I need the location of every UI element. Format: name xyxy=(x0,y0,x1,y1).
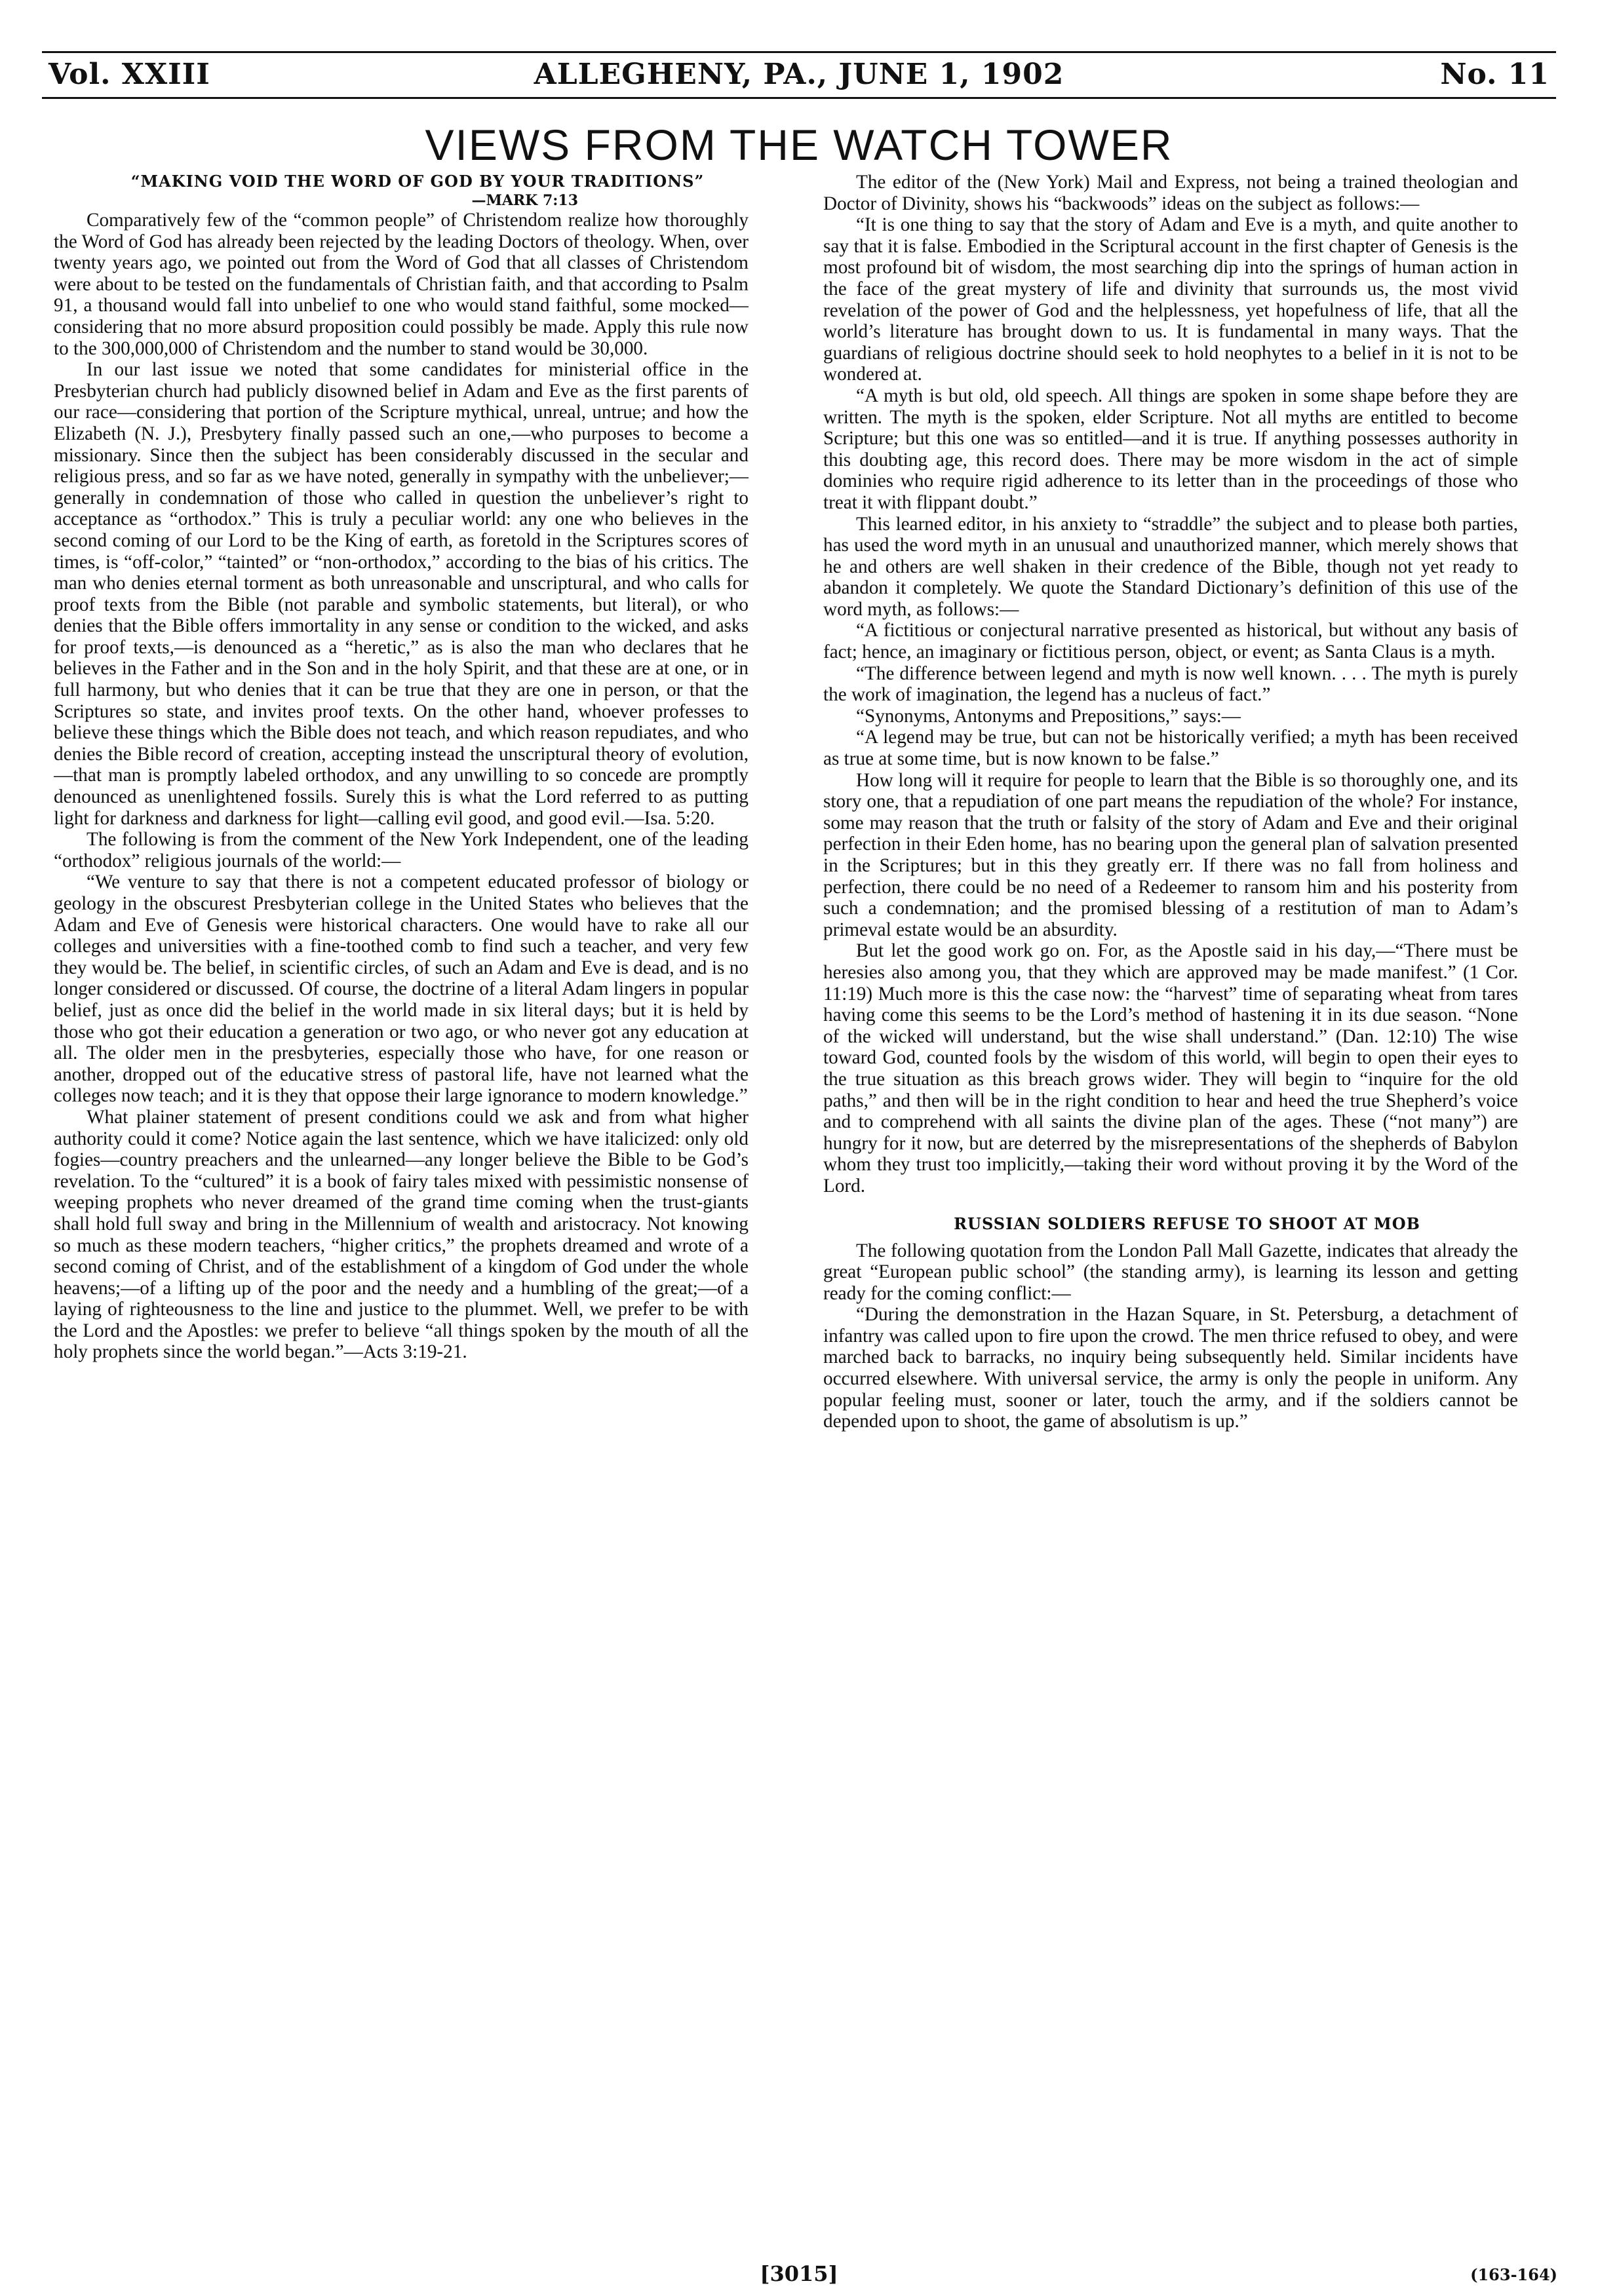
place-date: ALLEGHENY, PA., JUNE 1, 1902 xyxy=(534,58,1064,91)
page-title: VIEWS FROM THE WATCH TOWER xyxy=(425,121,1173,169)
article-heading: “MAKING VOID THE WORD OF GOD BY YOUR TRADITIONS” xyxy=(130,172,705,191)
article-paragraph: The editor of the (New York) Mail and Express, not being a trained theologian and Doctor of Divinity, shows his “backwoods” ideas on the subject as follows:— xyxy=(823,172,1518,214)
article-quote: “We venture to say that there is not a competent educated professor of biology or geology in the obscurest Presbyterian college in the United States who believes that the Adam and Eve of Genesis were historical characters. One would have to rake all our colleges and universities with a fine-toothed comb to find such a teacher, and very few they would be. The belief, in scientific circles, of such an Adam and Eve is dead, and is no longer considered or discussed. Of course, the doctrine of a literal Adam lingers in popular belief, just as once did the belief in the world made in six literal days; but it is held by those who got their education a generation or two ago, or who never got any education at all. The older men in the presbyteries, especially those who have, for one reason or another, dropped out of the educative stress of pastoral life, have not learned what the colleges now teach; and it is they that oppose their large ignorance to modern knowledge.” xyxy=(54,871,749,1107)
left-column xyxy=(54,172,749,2177)
article-paragraph: This learned editor, in his anxiety to “straddle” the subject and to please both parties, has used the word myth in an unusual and unauthorized manner, which merely shows that he and others are well shaken in their credence of the Bible, though not yet ready to abandon it completely. We quote the Standard Dictionary’s definition of this use of the word myth, as follows:— xyxy=(823,513,1518,620)
article-quote: “The difference between legend and myth is now well known. . . . The myth is purely the work of imagination, the legend has a nucleus of fact.” xyxy=(823,662,1518,706)
article-paragraph: Comparatively few of the “common people” of Christendom realize how thoroughly the Word of God has already been rejected by the leading Doctors of theology. When, over twenty years ago, we pointed out from the Word of God that all classes of Christendom were about to be tested on the fundamentals of Christian faith, and that according to Psalm 91, a thousand would fall into unbelief to one who would stand faithful, some mocked—considering that no more absurd proposition could possibly be made. Apply this rule now to the 300,000,000 of Christendom and the number to stand would be 30,000. xyxy=(54,210,749,359)
article-quote: “A fictitious or conjectural narrative presented as historical, but without any basis of fact; hence, an imaginary or fictitious person, object, or event; as Santa Claus is a myth. xyxy=(823,620,1518,663)
article-paragraph: In our last issue we noted that some candidates for ministerial office in the Presbyterian church had publicly disowned belief in Adam and Eve as the first parents of our race—considering that portion of the Scripture mythical, unreal, untrue; and how the Elizabeth (N. J.), Presbytery finally passed such an one,—who purposes to become a missionary. Since then the subject has been considerably discussed in the secular and religious press, and so far as we have noted, generally in sympathy with the unbeliever;—generally in condemnation of those who called in question the unbeliever’s right to acceptance as “orthodox.” This is truly a peculiar world: any one who believes in the second coming of our Lord to be the King of earth, as foretold in the Scriptures scores of times, is “off-color,” “tainted” or “non-orthodox,” according to the bias of his critics. The man who denies eternal torment as both unreasonable and unscriptural, and who calls for proof texts from the Bible (not parable and symbolic statements, but literal), or who denies that the Bible offers immortality in any sense or condition to the wicked, and asks for proof texts,—is denounced as a “heretic,” as is also the man who declares that he believes in the Father and in the Son and in the holy Spirit, and that these are at one, or in full harmony, but who denies that it can be true that they are one in person, or that the Scriptures so state, and invites proof texts. On the other hand, whoever professes to believe these things which the Bible does not teach, and which reason repudiates, and who denies the Bible record of creation, accepting instead the unscriptural theory of evolution,—that man is promptly labeled orthodox, and any unwilling to so concede are promptly denounced as unenlightened fossils. Surely this is what the Lord referred to as putting light for darkness and darkness for light—calling evil good, and good evil.—Isa. 5:20. xyxy=(54,359,749,829)
masthead-top-rule xyxy=(42,51,1556,53)
page-code: (163-164) xyxy=(1470,2265,1557,2284)
volume-label: Vol. XXIII xyxy=(49,58,210,91)
article-paragraph: The following is from the comment of the New York Independent, one of the leading “orthodox” religious journals of the world:— xyxy=(54,829,749,871)
article-reference: —MARK 7:13 xyxy=(471,192,578,209)
page-number: [3015] xyxy=(760,2261,838,2286)
article-quote: “During the demonstration in the Hazan Square, in St. Petersburg, a detachment of infantry was called upon to fire upon the crowd. The men thrice refused to obey, and were marched back to barracks, no inquiry being subsequently held. Similar incidents have occurred elsewhere. With universal service, the army is only the people in uniform. Any popular feeling must, sooner or later, touch the army, and if the soldiers cannot be depended upon to shoot, the game of absolutism is up.” xyxy=(823,1304,1518,1432)
article-quote: “A legend may be true, but can not be historically verified; a myth has been received as true at some time, but is now known to be false.” xyxy=(823,727,1518,770)
article-paragraph: What plainer statement of present conditions could we ask and from what higher authority could it come? Notice again the last sentence, which we have italicized: only old fogies—country preachers and the unlearned—any longer believe the Bible to be God’s revelation. To the “cultured” it is a book of fairy tales mixed with pessimistic nonsense of weeping prophets who never dreamed of the grand time coming when the trust-giants shall hold full sway and bring in the Millennium of wealth and aristocracy. Not knowing so much as these modern teachers, “higher critics,” the prophets dreamed and wrote of a second coming of Christ, and of the establishment of a kingdom of God under the whole heavens;—of a lifting up of the poor and the needy and a humbling of the great;—of a laying of righteousness to the line and justice to the plummet. Well, we prefer to be with the Lord and the Apostles: we prefer to believe “all things spoken by the mouth of all the holy prophets since the world began.”—Acts 3:19-21. xyxy=(54,1106,749,1363)
article-paragraph: But let the good work go on. For, as the Apostle said in his day,—“There must be heresies also among you, that they which are approved may be made manifest.” (1 Cor. 11:19) Much more is this the case now: the “harvest” time of separating wheat from tares having come this seems to be the Lord’s method of hastening it in its due season. “None of the wicked will understand, but the wise shall understand.” (Dan. 12:10) The wise toward God, counted fools by the wisdom of this world, will begin to open their eyes to the true situation as this breach grows wider. They will begin to “inquire for the old paths,” and then will be in the right condition to hear and heed the true Shepherd’s voice and to comprehend with all saints the divine plan of the ages. These (“not many”) are hungry for it now, but are deterred by the misrepresentations of the shepherds of Babylon whom they trust too implicitly,—taking their word without proving it by the Word of the Lord. xyxy=(823,940,1518,1196)
issue-number: No. 11 xyxy=(1440,58,1549,91)
right-column xyxy=(823,172,1518,2177)
article-paragraph: How long will it require for people to learn that the Bible is so thoroughly one, and its story one, that a repudiation of one part means the repudiation of the whole? For instance, some may reason that the truth or falsity of the story of Adam and Eve and their original perfection in their Eden home, has no bearing upon the general plan of salvation presented in the Scriptures; but in this they greatly err. If there was no fall from holiness and perfection, there could be no need of a Redeemer to ransom him and his posterity from such a condemnation; and the promised blessing of a restitution of man to Adam’s primeval estate would be an absurdity. xyxy=(823,769,1518,940)
masthead xyxy=(42,46,1556,100)
article-heading: RUSSIAN SOLDIERS REFUSE TO SHOOT AT MOB xyxy=(954,1214,1420,1233)
masthead-bottom-rule xyxy=(42,97,1556,99)
article-quote: “A myth is but old, old speech. All things are spoken in some shape before they are written. The myth is the spoken, elder Scripture. Not all myths are entitled to become Scripture; but this one was so entitled—and it is true. If anything possesses authority in this doubting age, this record does. There may be more wisdom in the act of simple dominies who require rigid adherence to its letter than in the proceedings of those who treat it with flippant doubt.” xyxy=(823,385,1518,513)
article-quote: “Synonyms, Antonyms and Prepositions,” says:— xyxy=(856,705,1241,727)
article-quote: “It is one thing to say that the story of Adam and Eve is a myth, and quite another to say that it is false. Embodied in the Scriptural account in the first chapter of Genesis is the most profound bit of wisdom, the most searching dip into the springs of human action in the face of the great mystery of life and divinity that surrounds us, the most vivid revelation of the power of God and the helplessness, yet hopefulness of life, that all the world’s literature has brought down to us. It is fundamental in many ways. That the guardians of religious doctrine should seek to hold neophytes to a belief in it is not to be wondered at. xyxy=(823,214,1518,385)
article-paragraph: The following quotation from the London Pall Mall Gazette, indicates that already the great “European public school” (the standing army), is learning its lesson and getting ready for the coming conflict:— xyxy=(823,1240,1518,1304)
